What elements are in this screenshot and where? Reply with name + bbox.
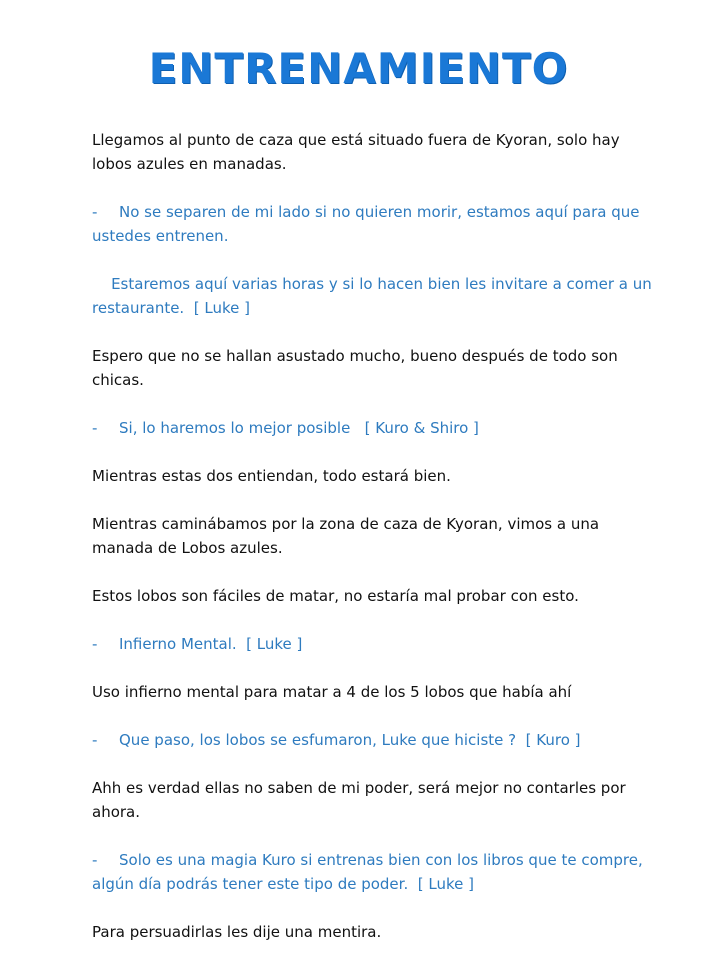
dialogue-dash: - bbox=[92, 851, 98, 869]
paragraph-text: Mientras caminábamos por la zona de caza de Kyoran, vimos a una manada de Lobos azules. bbox=[92, 515, 604, 557]
paragraph-text: Uso infierno mental para matar a 4 de los 5 lobos que había ahí bbox=[92, 683, 572, 701]
dialogue-dash: - bbox=[92, 731, 98, 749]
paragraph-dialogue bbox=[92, 632, 662, 656]
dialogue-dash: - bbox=[92, 635, 98, 653]
paragraph-dialogue bbox=[92, 728, 662, 752]
paragraph-text: Estos lobos son fáciles de matar, no estaría mal probar con esto. bbox=[92, 587, 579, 605]
paragraph-text: No se separen de mi lado si no quieren morir, estamos aquí para que ustedes entrenen. bbox=[92, 203, 645, 245]
paragraph-narration bbox=[92, 344, 662, 392]
paragraph-text: Para persuadirlas les dije una mentira. bbox=[92, 923, 382, 941]
dialogue-dash: - bbox=[92, 419, 98, 437]
paragraph-text: Ahh es verdad ellas no saben de mi poder, será mejor no contarles por ahora. bbox=[92, 779, 631, 821]
paragraph-dialogue bbox=[92, 416, 662, 440]
paragraph-text: Infierno Mental. [ Luke ] bbox=[119, 635, 303, 653]
paragraph-dialogue bbox=[92, 848, 662, 896]
story-body bbox=[92, 128, 662, 968]
paragraph-narration bbox=[92, 584, 662, 608]
paragraph-text: Que paso, los lobos se esfumaron, Luke que hiciste ? [ Kuro ] bbox=[119, 731, 581, 749]
paragraph-narration bbox=[92, 680, 662, 704]
paragraph-narration bbox=[92, 512, 662, 560]
paragraph-text: Solo es una magia Kuro si entrenas bien con los libros que te compre, algún día podrás tener este tipo de poder. [ Luke ] bbox=[92, 851, 648, 893]
paragraph-narration bbox=[92, 920, 662, 944]
paragraph-dialogue bbox=[92, 272, 662, 320]
page-title: ENTRENAMIENTO bbox=[148, 44, 569, 93]
dialogue-dash: - bbox=[92, 203, 98, 221]
paragraph-text: Si, lo haremos lo mejor posible [ Kuro & Shiro ] bbox=[119, 419, 479, 437]
paragraph-text: Llegamos al punto de caza que está situado fuera de Kyoran, solo hay lobos azules en manadas. bbox=[92, 131, 625, 173]
paragraph-narration bbox=[92, 128, 662, 176]
paragraph-text: Espero que no se hallan asustado mucho, bueno después de todo son chicas. bbox=[92, 347, 623, 389]
paragraph-text: Estaremos aquí varias horas y si lo hacen bien les invitare a comer a un restaurante. [ Luke ] bbox=[92, 275, 657, 317]
paragraph-dialogue bbox=[92, 200, 662, 248]
paragraph-narration bbox=[92, 464, 662, 488]
paragraph-text: Mientras estas dos entiendan, todo estará bien. bbox=[92, 467, 451, 485]
paragraph-narration bbox=[92, 776, 662, 824]
